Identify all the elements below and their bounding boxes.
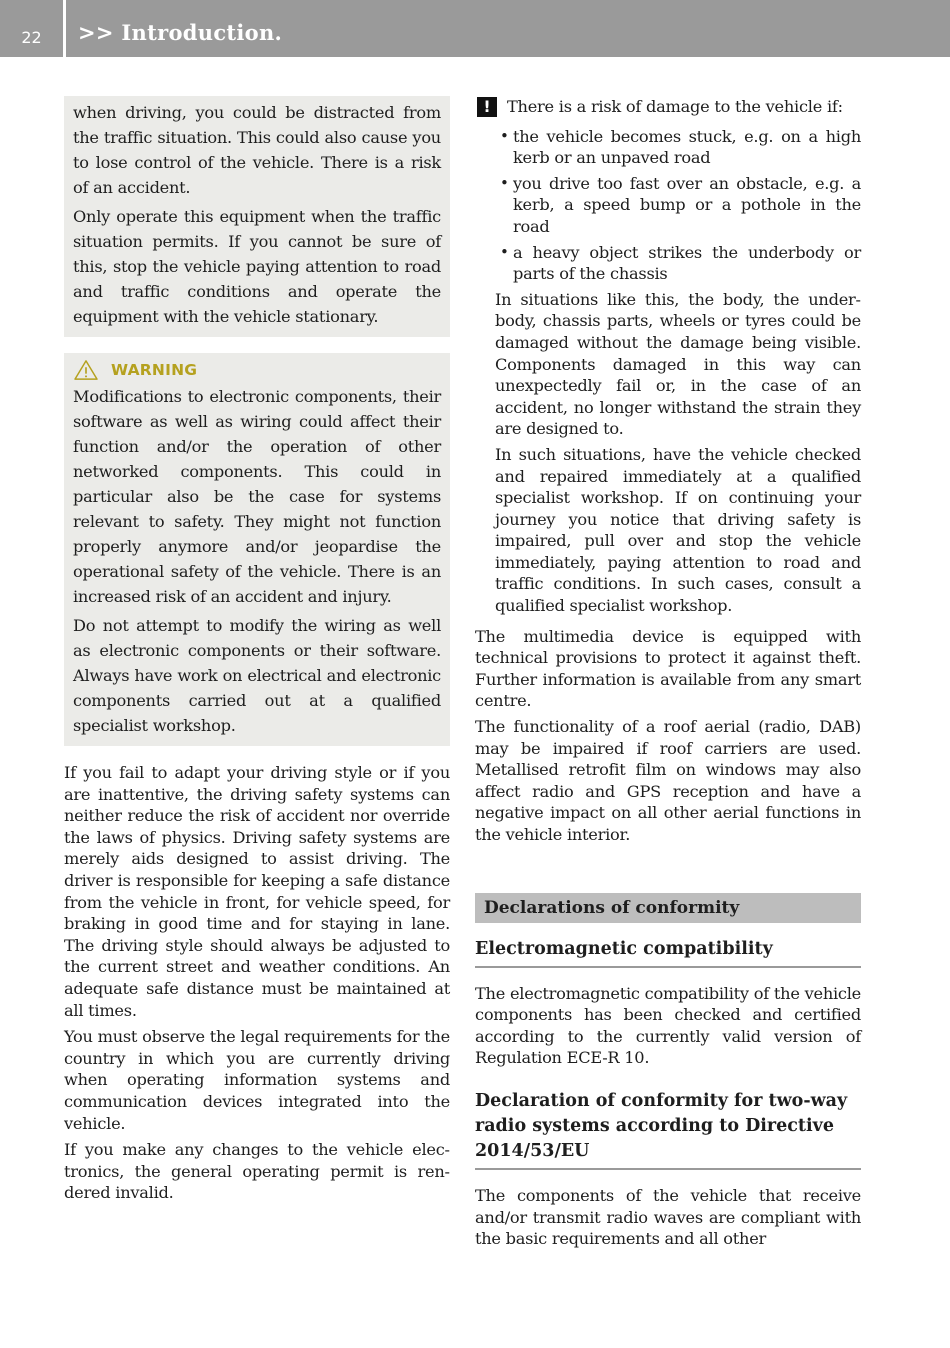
page-number: 22 [21, 28, 42, 47]
list-item: • you drive too fast over an obstacle, e.g. a kerb, a speed bump or a pothole in the road [513, 173, 861, 238]
page-header [0, 0, 950, 57]
warning-box [64, 353, 450, 746]
box-paragraph: Only operate this equipment when the traffic situation permits. If you cannot be sure of this, stop the vehicle paying attention to road and traffic conditions and operate the equipment with the vehicle stationary. [73, 207, 441, 326]
box-paragraph: when driving, you could be distracted from the traffic situation. This could also cause you to lose control of the vehicle. There is a risk of an accident. [73, 103, 441, 197]
list-item: • the vehicle becomes stuck, e.g. on a high kerb or an unpaved road [513, 126, 861, 169]
warning-paragraph: Modifications to electronic components, their software as well as wiring could affect their function and/or the operation of other networked components. This could in particular also be the case for systems relevant to safety. They might not function properly anymore and/or jeopardise the operational safety of the vehicle. There is an increased risk of an accident and injury. [73, 387, 441, 606]
subheading: Electromagnetic compatibility [475, 937, 861, 968]
warning-triangle-icon [72, 359, 100, 381]
header-divider [63, 0, 66, 57]
notice-paragraph: In situations like this, the body, the underbody, chassis parts, wheels or tyres could be damaged without the damage being visible. Components damaged in this way can unexpectedly fail or, in the case of an accident, no longer withstand the strain they are designed to. [495, 289, 861, 439]
left-column [64, 96, 450, 1204]
warning-paragraph: Do not attempt to modify the wiring as well as electronic components or their software. Always have work on electrical and electronic components carried out at a qualified specialist workshop. [73, 616, 441, 735]
body-paragraph: You must observe the legal requirements for the country in which you are currently driving when operating information systems and communication devices integrated into the vehicle. [64, 1027, 450, 1133]
notice-paragraph: In such situations, have the vehicle checked and repaired immediately at a qualified specialist workshop. If on continuing your journey you notice that driving safety is impaired, pull over and stop the vehicle immediately, paying attention to road and traffic conditions. In such cases, consult a qualified specialist workshop. [495, 444, 861, 616]
exclamation-square-icon: ! [477, 97, 497, 117]
warning-header [73, 359, 441, 381]
subheading: Declaration of conformity for two-way radio systems according to Directive 2014/53/EU [475, 1089, 861, 1170]
damage-list [475, 126, 861, 285]
body-paragraph: The multimedia device is equipped with technical provisions to protect it against theft. Further information is available from any smart centre. [475, 626, 861, 711]
damage-notice [475, 96, 861, 617]
body-paragraph: The electromagnetic compatibility of the vehicle components has been checked and certified according to the currently valid version of Regulation ECE-R 10. [475, 983, 861, 1068]
body-paragraph: The components of the vehicle that receive and/or transmit radio waves are compliant with the basic requirements and all other [475, 1185, 861, 1249]
right-column [475, 96, 861, 1250]
notice-heading: There is a risk of damage to the vehicle if: [507, 97, 843, 116]
chapter-title: >> Introduction. [78, 20, 283, 45]
continued-warning-box [64, 96, 450, 337]
body-paragraph: The functionality of a roof aerial (radio, DAB) may be impaired if roof carriers are used. Metallised retrofit film on windows may also affect radio and GPS reception and have a negative impact on all other aerial functions in the vehicle interior. [475, 717, 861, 844]
list-item: • a heavy object strikes the underbody or parts of the chassis [513, 242, 861, 285]
body-paragraph: If you make any changes to the vehicle electronics, the general operating permit is rendered invalid. [64, 1140, 450, 1203]
warning-label: WARNING [111, 361, 198, 379]
section-heading: Declarations of conformity [475, 893, 861, 923]
body-paragraph: If you fail to adapt your driving style or if you are inattentive, the driving safety systems can neither reduce the risk of accident nor override the laws of physics. Driving safety systems are merely aids designed to assist driving. The driver is responsible for keeping a safe distance from the vehicle in front, for vehicle speed, for braking in good time and for staying in lane. The driving style should always be adjusted to the current street and weather conditions. An adequate safe distance must be maintained at all times. [64, 763, 450, 1020]
notice-body [475, 289, 861, 617]
notice-header [475, 96, 861, 118]
